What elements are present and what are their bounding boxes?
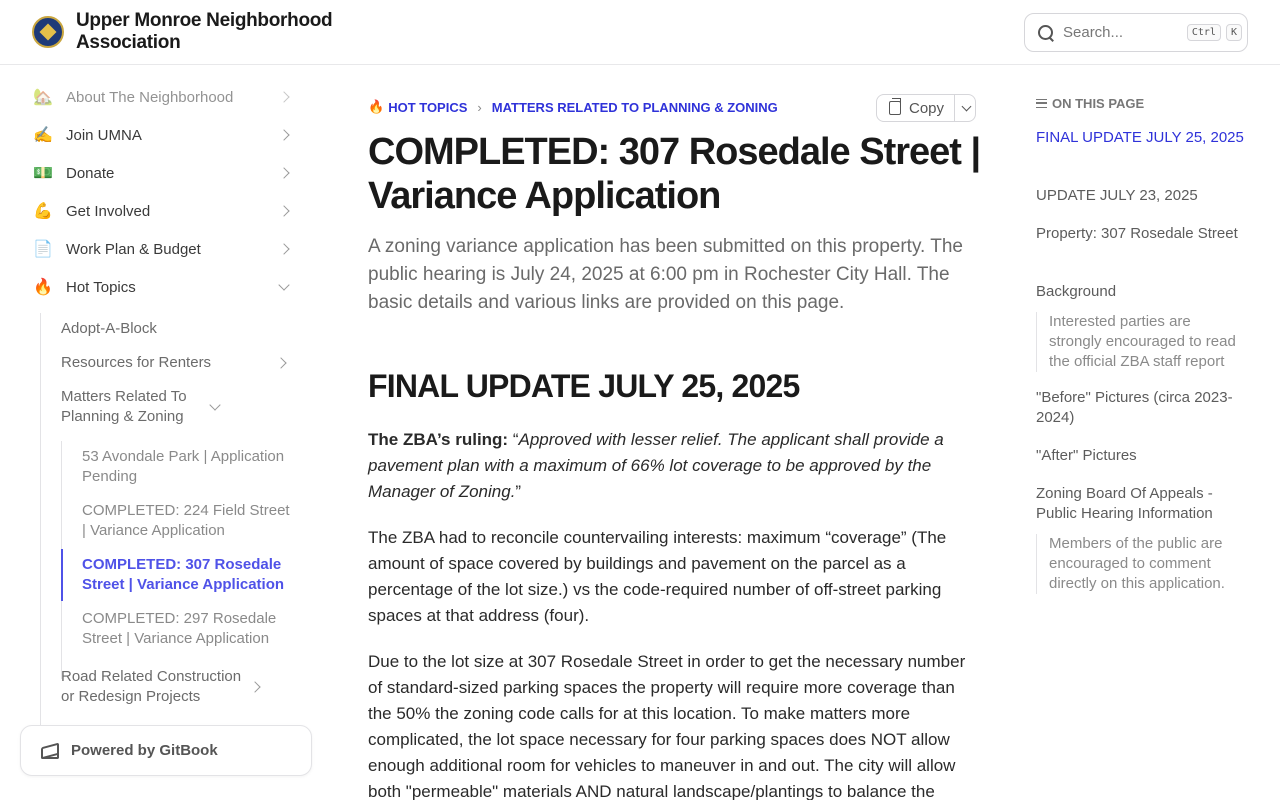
sidebar-item-hot-topics[interactable] [24, 269, 304, 305]
powered-by-gitbook-button[interactable] [20, 725, 312, 776]
list-icon [1036, 99, 1047, 108]
sidebar-item-297-rosedale[interactable]: COMPLETED: 297 Rosedale Street | Variance Application [82, 610, 277, 647]
sidebar-item-road-construction[interactable] [61, 667, 301, 707]
sidebar-item-label: Resources for Renters [61, 354, 212, 371]
toc-item-property[interactable]: Property: 307 Rosedale Street [1036, 225, 1238, 242]
flexed-arm-icon: 💪 [33, 203, 53, 220]
ruling-text: Approved with lesser relief. The applicant shall provide a pavement plan with a maximum of 66% lot coverage to be approved by the Manager of Zoning. [368, 430, 944, 501]
toc-subitem-staff-report[interactable]: Interested parties are strongly encouraged to read the official ZBA staff report [1036, 312, 1246, 372]
sidebar-item-label: About The Neighborhood [66, 88, 234, 106]
paragraph-lot-size: Due to the lot size at 307 Rosedale Street in order to get the necessary number of standard-sized parking spaces the property will require more coverage than the 50% the zoning code calls for at this location. To make matters more complicated, the lot space necessary for four parking spaces does NOT allow enough additional room for vehicles to maneuver in and out. The city will allow both "permeable" materials AND natural landscape/plantings to balance the [368, 652, 966, 800]
sidebar-item-label: Hot Topics [66, 278, 136, 296]
breadcrumb-planning-zoning[interactable]: MATTERS RELATED TO PLANNING & ZONING [491, 99, 778, 115]
top-header [0, 0, 1280, 65]
chevron-down-icon[interactable] [962, 101, 972, 111]
writing-hand-icon: ✍️ [33, 127, 53, 144]
toc-heading-label: ON THIS PAGE [1052, 96, 1145, 111]
sidebar-item-224-field[interactable]: COMPLETED: 224 Field Street | Variance Application [82, 502, 290, 539]
ruling-paragraph: The ZBA’s ruling: “Approved with lesser relief. The applicant shall provide a pavement plan with a maximum of 66% lot coverage to be approved by the Manager of Zoning.” [368, 430, 944, 501]
chevron-down-icon[interactable] [209, 399, 220, 410]
chevron-right-icon[interactable] [278, 129, 289, 140]
powered-by-label: Powered by GitBook [71, 742, 218, 759]
search-placeholder: Search... [1063, 24, 1124, 41]
house-icon: 🏡 [33, 89, 53, 106]
sidebar-nav [0, 65, 320, 800]
breadcrumb [368, 99, 778, 115]
chevron-right-icon[interactable] [275, 357, 286, 368]
sidebar-item-label: Donate [66, 164, 115, 182]
chevron-down-icon[interactable] [278, 279, 289, 290]
search-input[interactable] [1024, 13, 1248, 52]
chevron-right-icon[interactable] [278, 205, 289, 216]
page-description: A zoning variance application has been submitted on this property. The public hearing is July 24, 2025 at 6:00 pm in Rochester City Hall. The basic details and various links are provided on this page. [368, 236, 964, 313]
toc-item-final-update[interactable]: FINAL UPDATE JULY 25, 2025 [1036, 129, 1244, 146]
sidebar-item-307-rosedale[interactable]: COMPLETED: 307 Rosedale Street | Variance Application [82, 556, 285, 593]
sidebar-item-label: Work Plan & Budget [66, 240, 201, 258]
chevron-right-icon[interactable] [278, 243, 289, 254]
search-icon [1037, 24, 1055, 42]
chevron-right-icon[interactable] [278, 167, 289, 178]
copy-icon [889, 101, 901, 115]
toc-heading [1036, 96, 1144, 111]
sidebar-item-label: Join UMNA [66, 126, 142, 144]
gitbook-icon [39, 743, 59, 759]
toc-item-update-july-23[interactable]: UPDATE JULY 23, 2025 [1036, 187, 1198, 204]
toc-subitem-public-comment[interactable]: Members of the public are encouraged to comment directly on this application. [1036, 534, 1246, 594]
ruling-label: The ZBA’s ruling: [368, 430, 509, 449]
sidebar-item-53-avondale[interactable]: 53 Avondale Park | Application Pending [82, 448, 285, 485]
sidebar-item-donate[interactable] [24, 155, 304, 191]
fire-icon: 🔥 [33, 279, 53, 296]
toc-item-background[interactable]: Background [1036, 283, 1117, 300]
sidebar-item-about[interactable] [24, 79, 304, 115]
chevron-right-icon[interactable] [278, 91, 289, 102]
site-title[interactable]: Upper Monroe Neighborhood Association [76, 10, 333, 53]
sidebar-item-label: Get Involved [66, 202, 151, 220]
sidebar-item-planning-zoning[interactable] [61, 387, 301, 427]
money-icon: 💵 [33, 165, 53, 182]
copy-label: Copy [909, 99, 945, 117]
toc-item-before-pictures[interactable]: "Before" Pictures (circa 2023-2024) [1036, 389, 1233, 426]
sidebar-item-join[interactable] [24, 117, 304, 153]
chevron-right-icon[interactable] [249, 681, 260, 692]
document-icon: 📄 [33, 241, 53, 258]
sidebar-item-label: Matters Related To Planning & Zoning [61, 388, 187, 425]
sidebar-item-resources-renters[interactable] [61, 353, 301, 373]
page-title: COMPLETED: 307 Rosedale Street | Variance Application [368, 131, 981, 217]
shortcut-key-ctrl: Ctrl [1187, 24, 1221, 41]
section-heading-final-update: FINAL UPDATE JULY 25, 2025 [368, 368, 800, 404]
toc-item-after-pictures[interactable]: "After" Pictures [1036, 447, 1137, 464]
sidebar-item-get-involved[interactable] [24, 193, 304, 229]
sidebar-item-adopt-a-block[interactable] [61, 319, 301, 339]
shortcut-key-k: K [1226, 24, 1242, 41]
breadcrumb-hot-topics[interactable]: HOT TOPICS [388, 99, 468, 115]
sidebar-item-label: Adopt-A-Block [61, 320, 157, 337]
breadcrumb-separator-icon: › [477, 99, 482, 115]
toc-item-zba-hearing[interactable]: Zoning Board Of Appeals - Public Hearing Information [1036, 485, 1213, 522]
fire-icon: 🔥 [368, 99, 385, 114]
sidebar-item-label: Road Related Construction or Redesign Projects [61, 668, 242, 705]
button-divider [954, 95, 955, 121]
sidebar-item-work-plan[interactable] [24, 231, 304, 267]
association-logo-icon[interactable] [32, 16, 64, 48]
sub-nav-divider [40, 313, 41, 733]
copy-page-button[interactable] [876, 94, 976, 122]
active-indicator [61, 549, 63, 601]
paragraph-countervailing: The ZBA had to reconcile countervailing interests: maximum “coverage” (The amount of space covered by buildings and pavement on the parcel as a percentage of the lot size.) vs the code-required number of off-street parking spaces at that address (four). [368, 528, 947, 625]
